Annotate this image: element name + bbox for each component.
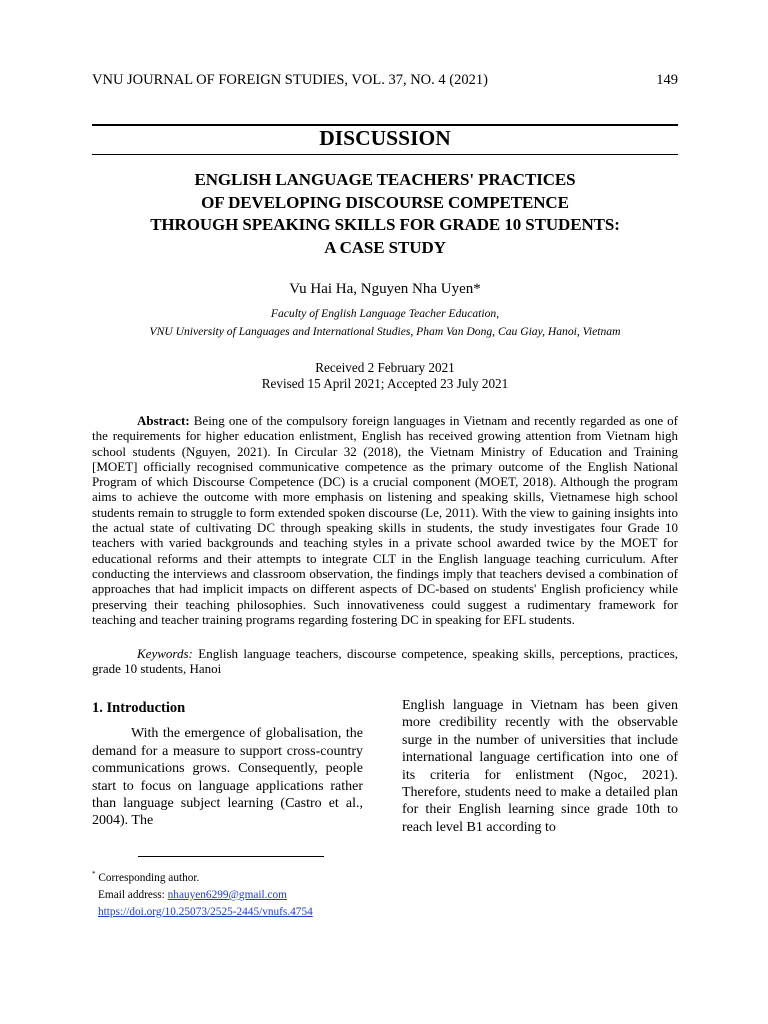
title-line-2: OF DEVELOPING DISCOURSE COMPETENCE: [201, 192, 569, 212]
abstract: [92, 413, 678, 627]
page-number: 149: [656, 72, 678, 88]
title-line-3: THROUGH SPEAKING SKILLS FOR GRADE 10 STUDENTS:: [150, 215, 620, 234]
paper-title: [92, 169, 678, 259]
affiliation: [60, 305, 710, 341]
keywords-text: English language teachers, discourse competence, speaking skills, perceptions, practices, grade 10 students, Hanoi: [92, 646, 678, 677]
abstract-label: Abstract:: [137, 413, 190, 428]
revised-accepted-dates: Revised 15 April 2021; Accepted 23 July 2021: [261, 376, 509, 391]
section-rule: [92, 154, 678, 155]
journal-name: VNU JOURNAL OF FOREIGN STUDIES, VOL. 37, NO. 4 (2021): [92, 72, 488, 88]
received-date: Received 2 February 2021: [315, 360, 455, 375]
affiliation-line-1: Faculty of English Language Teacher Education,: [270, 307, 500, 320]
running-header: [92, 72, 678, 92]
introduction-paragraph-left: With the emergence of globalisation, the demand for a measure to support cross-country communications grows. Consequently, people start to focus on language applications rather than language subject learning (Castro et al., 2004). The: [92, 726, 363, 829]
doi-link[interactable]: https://doi.org/10.25073/2525-2445/vnufs.4754: [98, 905, 313, 918]
authors: Vu Hai Ha, Nguyen Nha Uyen*: [289, 281, 481, 297]
submission-dates: [92, 360, 678, 392]
left-column: [92, 700, 363, 830]
footnote: [92, 866, 392, 921]
footnote-rule: [138, 856, 324, 857]
footnote-marker: *: [92, 870, 96, 878]
affiliation-line-2: VNU University of Languages and International Studies, Pham Van Dong, Cau Giay, Hanoi, Vietnam: [149, 325, 621, 338]
keywords-label: Keywords:: [137, 646, 193, 661]
introduction-heading: 1. Introduction: [92, 700, 186, 716]
email-link[interactable]: nhauyen6299@gmail.com: [167, 888, 287, 901]
email-line: [92, 887, 392, 904]
keywords: [92, 646, 678, 677]
introduction-paragraph-right: English language in Vietnam has been given more credibility recently with the observable surge in the number of universities that include international language certification into one of its criteria for enlistment (Ngoc, 2021). Therefore, students need to make a detailed plan for their English learning since grade 10th to reach level B1 according to: [402, 698, 678, 835]
doi-line: [92, 904, 392, 921]
corresponding-author-note: [92, 866, 392, 887]
corresponding-author-label: Corresponding author.: [98, 871, 200, 884]
abstract-text: Being one of the compulsory foreign languages in Vietnam and recently regarded as one of the requirements for higher education enlistment, English has received growing attention from Vietnam high school students (Nguyen, 2021). In Circular 32 (2018), the Vietnam Ministry of Education and Training [MOET] officially recognised communicative competence as the primary outcome of the English National Program of which Discourse Competence (DC) is a crucial component (MOET, 2018). Although the program aims to achieve the outcome with more emphasis on listening and speaking skills, Vietnamese high school students remain to struggle to form extended spoken discourse (Le, 2011). With the view to gaining insights into the actual state of cultivating DC through speaking skills in students, the study investigates four Grade 10 teachers with varied backgrounds and teaching styles in a private school awarded twice by the MOET for educational reforms and their attempts to integrate CLT in the English language teaching curriculum. After conducting the interviews and classroom observation, the findings imply that teachers devised a combination of approaches that had implicit impacts on different aspects of DC-based on students' English proficiency while preserving their teaching philosophies. Such innovativeness could suggest a rudimentary framework for teaching and teacher training programs regarding fostering DC in speaking for EFL students.: [92, 413, 678, 627]
section-title: DISCUSSION: [319, 126, 451, 150]
title-line-1: ENGLISH LANGUAGE TEACHERS' PRACTICES: [194, 170, 576, 189]
right-column: [402, 697, 678, 836]
email-label: Email address:: [98, 888, 165, 901]
title-line-4: A CASE STUDY: [324, 237, 446, 257]
